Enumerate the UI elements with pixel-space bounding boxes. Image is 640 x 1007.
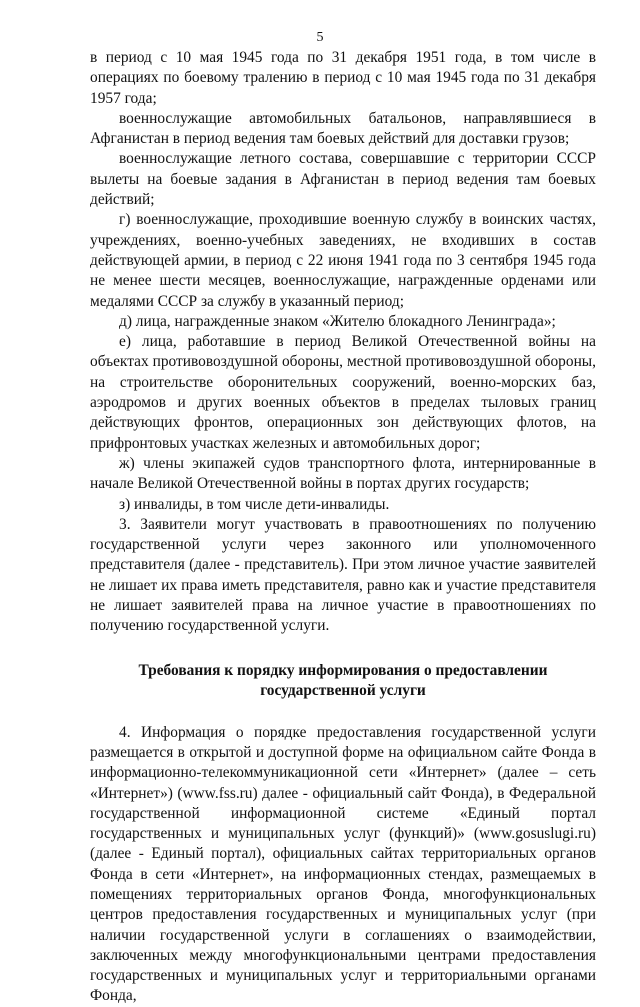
section-heading-line-2: государственной услуги [260,681,426,699]
section-heading [90,661,596,701]
paragraph-continuation: в период с 10 мая 1945 года по 31 декабря 1951 года, в том числе в операциях по боевому тралению в период с 10 мая 1945 года по 31 декабря 1957 года; [90,49,596,107]
page-number: 5 [316,30,324,45]
paragraph-4: 4. Информация о порядке предоставления государственной услуги размещается в открытой и доступной форме на официальном сайте Фонда в информационно-телекоммуникационной сети «Интернет» (далее – сеть «Интернет») (www.fss.ru) далее - официальный сайт Фонда), в Федеральной государственной информационной системе «Единый портал государственных и муниципальных услуг (функций)» (www.gosuslugi.ru) (далее - Единый портал), официальных сайтах территориальных органов Фонда в сети «Интернет», на информационных стендах, размещаемых в помещениях территориальных органов Фонда, многофункциональных центров предоставления государственных и муниципальных услуг (при наличии государственной услуги в соглашениях о взаимодействии, заключенных между многофункциональными центрами предоставления государственных и муниципальных услуг и территориальными органами Фонда, [90,723,596,1005]
paragraph-item-d: д) лица, награжденные знаком «Жителю блокадного Ленинграда»; [119,312,556,330]
paragraph-3: 3. Заявители могут участвовать в правоотношениях по получению государственной услуги через законного или уполномоченного представителя (далее - представитель). При этом личное участие заявителей не лишает их права иметь представителя, равно как и участие представителя не лишает заявителей права на личное участие в правоотношениях по получению государственной услуги. [90,515,596,635]
document-body [90,48,596,1007]
paragraph-automobile-battalions: военнослужащие автомобильных батальонов, направлявшиеся в Афганистан в период ведения там боевых действий для доставки грузов; [90,109,596,148]
paragraph-flight-crew: военнослужащие летного состава, совершавшие с территории СССР вылеты на боевые задания в Афганистан в период ведения там боевых действий; [90,150,596,209]
section-heading-line-1: Требования к порядку информирования о предоставлении [138,661,548,679]
paragraph-item-g: г) военнослужащие, проходившие военную службу в воинских частях, учреждениях, военно-учебных заведениях, не входивших в состав действующей армии, в период с 22 июня 1941 года по 3 сентября 1945 года не менее шести месяцев, военнослужащие, награжденные орденами или медалями СССР за службу в указанный период; [90,211,596,310]
paragraph-item-e: е) лица, работавшие в период Великой Отечественной войны на объектах противовоздушной обороны, местной противовоздушной обороны, на строительстве оборонительных сооружений, военно-морских баз, аэродромов и других военных объектов в пределах тыловых границ действующих фронтов, операционных зон действующих флотов, на прифронтовых участках железных и автомобильных дорог; [90,333,596,452]
paragraph-item-zh: ж) члены экипажей судов транспортного флота, интернированные в начале Великой Отечественной войны в портах других государств; [90,454,596,493]
paragraph-item-z: з) инвалиды, в том числе дети-инвалиды. [119,495,390,513]
